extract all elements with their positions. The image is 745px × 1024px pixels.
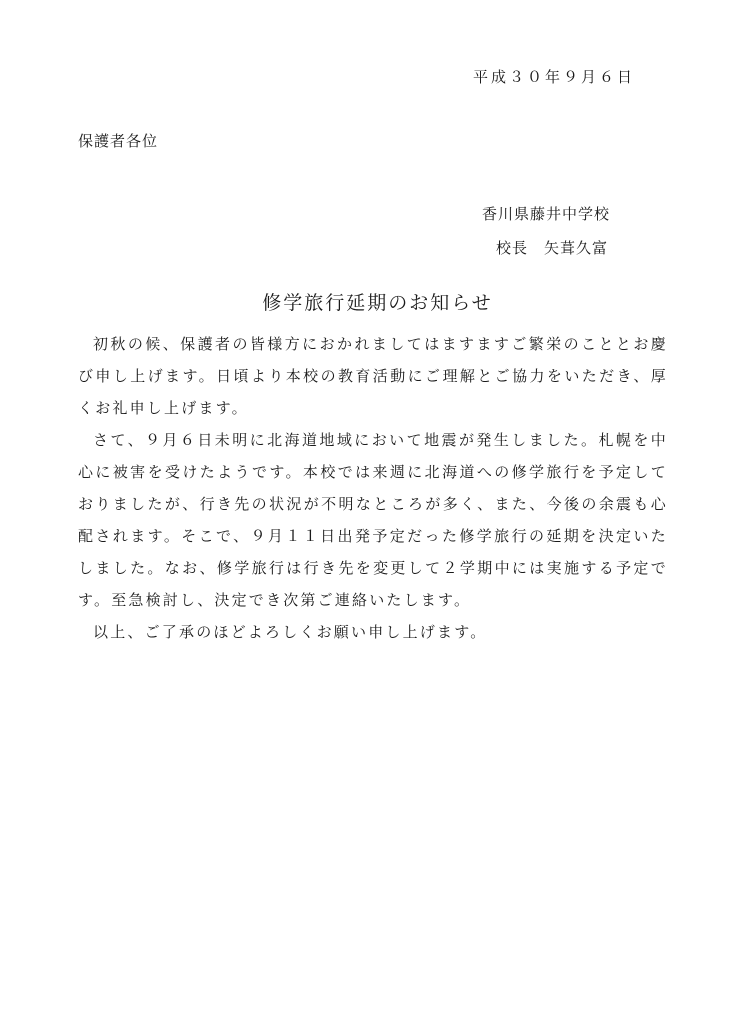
paragraph-greeting: 初秋の候、保護者の皆様方におかれましてはますますご繁栄のこととお慶び申し上げます。日頃より本校の教育活動にご理解とご協力をいただき、厚くお礼申し上げます。	[78, 335, 668, 417]
document-body	[78, 328, 668, 648]
paragraph-closing: 以上、ご了承のほどよろしくお願い申し上げます。	[93, 623, 488, 641]
paragraph-announcement: さて、９月６日未明に北海道地域において地震が発生しました。札幌を中心に被害を受けたようです。本校では来週に北海道への修学旅行を予定しておりましたが、行き先の状況が不明なところが多く、また、今後の余震も心配されます。そこで、９月１１日出発予定だった修学旅行の延期を決定いたしました。なお、修学旅行は行き先を変更して２学期中には実施する予定です。至急検討し、決定でき次第ご連絡いたします。	[78, 431, 668, 609]
document-title: 修学旅行延期のお知らせ	[262, 292, 493, 314]
document-date: 平成３０年９月６日	[472, 68, 635, 86]
sender-block	[482, 197, 610, 265]
principal-name: 校長 矢葺久富	[496, 239, 609, 257]
recipient-line: 保護者各位	[78, 132, 159, 150]
school-name: 香川県藤井中学校	[482, 205, 611, 223]
